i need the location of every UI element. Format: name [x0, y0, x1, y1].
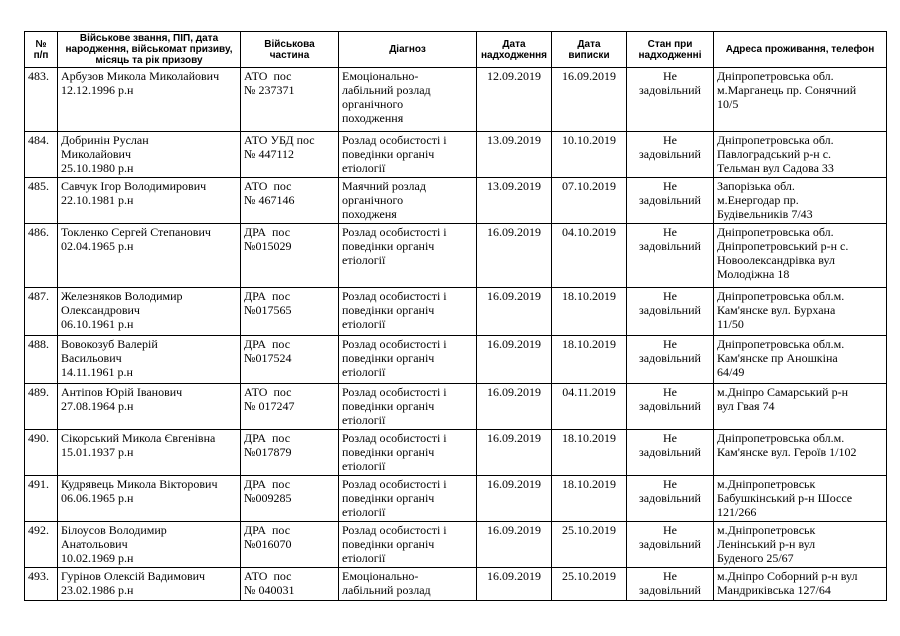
address-line: Дніпропетровський р-н с. [717, 239, 849, 253]
admission-date: 12.09.2019 [477, 68, 552, 132]
person-name-line: 14.11.1961 р.н [61, 365, 133, 379]
admission-condition-line: задовільний [639, 491, 701, 505]
admission-condition-line: задовільний [639, 303, 701, 317]
discharge-date: 04.11.2019 [552, 384, 627, 430]
military-unit-line: №017524 [244, 351, 292, 365]
admission-condition [627, 224, 714, 288]
admission-condition [627, 384, 714, 430]
address [714, 336, 887, 384]
military-unit-line: №015029 [244, 239, 292, 253]
row-number: 485. [25, 178, 58, 224]
admission-condition-line: Не [663, 69, 677, 83]
header-line: Військова [264, 38, 315, 50]
discharge-date: 10.10.2019 [552, 132, 627, 178]
address-line: Кам'янске пр Аношкіна [717, 351, 838, 365]
military-unit-line: АТО УБД пос [244, 133, 315, 147]
admission-condition-line: задовільний [639, 147, 701, 161]
table-row [25, 522, 887, 568]
admission-date: 16.09.2019 [477, 476, 552, 522]
military-unit [241, 178, 339, 224]
diagnosis-line: Розлад особистості і [342, 289, 447, 303]
address [714, 476, 887, 522]
diagnosis-line: походженя [342, 207, 397, 221]
person-name-line: Токленко Сергей Степанович [61, 225, 211, 239]
diagnosis-line: Емоціонально- [342, 69, 419, 83]
military-unit-line: ДРА пос [244, 337, 291, 351]
diagnosis [339, 476, 477, 522]
admission-condition [627, 288, 714, 336]
admission-date: 16.09.2019 [477, 384, 552, 430]
row-number: 486. [25, 224, 58, 288]
address-line: Дніпропетровська обл.м. [717, 289, 845, 303]
header-discharged [552, 32, 627, 68]
person-name-line: 22.10.1981 р.н [61, 193, 134, 207]
address-line: 10/5 [717, 97, 739, 111]
header-line: Адреса проживання, телефон [725, 44, 875, 55]
header-line: п/п [33, 49, 49, 61]
table-row [25, 224, 887, 288]
address [714, 68, 887, 132]
diagnosis-line: Розлад особистості і [342, 523, 447, 537]
person-name-line: Добринін Руслан [61, 133, 149, 147]
admission-condition [627, 568, 714, 601]
person-name-line: 10.02.1969 р.н [61, 551, 134, 565]
address-line: Кам'янске вул. Бурхана [717, 303, 836, 317]
military-unit-line: АТО пос [244, 569, 292, 583]
admission-date: 13.09.2019 [477, 132, 552, 178]
address-line: Дніпропетровська обл.м. [717, 337, 845, 351]
military-unit [241, 288, 339, 336]
diagnosis-line: етіології [342, 413, 386, 427]
diagnosis-line: Розлад особистості і [342, 477, 447, 491]
address-line: Тельман вул Садова 33 [717, 161, 834, 175]
person-name-line: Савчук Ігор Володимирович [61, 179, 207, 193]
admission-condition [627, 68, 714, 132]
diagnosis-line: етіології [342, 505, 386, 519]
address-line: 121/266 [717, 505, 757, 519]
person-name [58, 476, 241, 522]
diagnosis [339, 288, 477, 336]
person-name-line: 15.01.1937 р.н [61, 445, 134, 459]
address-line: Дніпропетровська обл. [717, 133, 834, 147]
header-number [25, 32, 58, 68]
row-number: 489. [25, 384, 58, 430]
person-name-line: Миколайович [61, 147, 132, 161]
header-line: Стан при [647, 38, 693, 50]
diagnosis [339, 336, 477, 384]
person-name [58, 384, 241, 430]
diagnosis-line: поведінки органіч [342, 147, 435, 161]
row-number: 492. [25, 522, 58, 568]
address-line: м.Дніпропетровськ [717, 477, 816, 491]
admission-condition-line: Не [663, 477, 677, 491]
row-number: 487. [25, 288, 58, 336]
diagnosis-line: етіології [342, 317, 386, 331]
table-row [25, 568, 887, 601]
diagnosis-line: етіології [342, 161, 386, 175]
address-line: Будівельників 7/43 [717, 207, 813, 221]
header-line: Дата [577, 38, 601, 50]
address-line: Мандриківська 127/64 [717, 583, 831, 597]
header-line: частина [269, 49, 310, 61]
header-line: Військове звання, ПІП, дата [79, 33, 219, 44]
table-row [25, 288, 887, 336]
header-line: народження, військомат призиву, [65, 44, 233, 55]
header-line: надходження [480, 49, 548, 61]
person-name [58, 132, 241, 178]
person-name-line: Кудрявець Микола Вікторович [61, 477, 218, 491]
person-name-line: Білоусов Володимир [61, 523, 167, 537]
admission-condition-line: задовільний [639, 193, 701, 207]
admission-condition [627, 132, 714, 178]
address [714, 288, 887, 336]
table-row [25, 178, 887, 224]
person-name-line: 23.02.1986 р.н [61, 583, 134, 597]
admission-condition-line: Не [663, 225, 677, 239]
diagnosis-line: Розлад особистості і [342, 385, 447, 399]
military-unit [241, 132, 339, 178]
military-unit [241, 384, 339, 430]
diagnosis-line: походження [342, 111, 404, 125]
address-line: Павлоградський р-н с. [717, 147, 832, 161]
diagnosis-line: поведінки органіч [342, 239, 435, 253]
address-line: Молодіжна 18 [717, 267, 790, 281]
admission-condition [627, 336, 714, 384]
admission-condition-line: задовільний [639, 583, 701, 597]
military-unit-line: ДРА пос [244, 477, 291, 491]
row-number: 483. [25, 68, 58, 132]
admission-condition-line: задовільний [639, 239, 701, 253]
person-name [58, 568, 241, 601]
admission-condition-line: Не [663, 337, 677, 351]
diagnosis [339, 384, 477, 430]
person-name-line: Арбузов Микола Миколайович [61, 69, 220, 83]
person-name [58, 68, 241, 132]
diagnosis-line: лабільний розлад [342, 83, 431, 97]
person-name-line: 02.04.1965 р.н [61, 239, 134, 253]
diagnosis [339, 522, 477, 568]
address [714, 384, 887, 430]
discharge-date: 04.10.2019 [552, 224, 627, 288]
military-unit [241, 224, 339, 288]
diagnosis-line: поведінки органіч [342, 399, 435, 413]
person-name-line: Сікорський Микола Євгенівна [61, 431, 216, 445]
military-unit-line: №017565 [244, 303, 292, 317]
discharge-date: 25.10.2019 [552, 522, 627, 568]
address-line: Буденого 25/67 [717, 551, 794, 565]
admission-condition [627, 430, 714, 476]
military-unit-line: ДРА пос [244, 225, 291, 239]
address [714, 132, 887, 178]
diagnosis-line: Розлад особистості і [342, 337, 447, 351]
person-name-line: 12.12.1996 р.н [61, 83, 134, 97]
admission-condition-line: Не [663, 431, 677, 445]
address-line: вул Гвая 74 [717, 399, 775, 413]
diagnosis-line: поведінки органіч [342, 491, 435, 505]
military-unit [241, 568, 339, 601]
table-row [25, 132, 887, 178]
military-unit [241, 522, 339, 568]
address-line: м.Дніпро Соборний р-н вул [717, 569, 858, 583]
admission-date: 16.09.2019 [477, 522, 552, 568]
diagnosis-line: Розлад особистості і [342, 133, 447, 147]
address-line: Дніпропетровська обл.м. [717, 431, 845, 445]
person-name [58, 430, 241, 476]
address-line: Новоолександрівка вул [717, 253, 835, 267]
diagnosis [339, 568, 477, 601]
patients-table [24, 31, 887, 601]
discharge-date: 16.09.2019 [552, 68, 627, 132]
address-line: 11/50 [717, 317, 744, 331]
person-name-line: Гурінов Олексій Вадимович [61, 569, 206, 583]
diagnosis-line: етіології [342, 459, 386, 473]
military-unit-line: №017879 [244, 445, 292, 459]
header-diagnosis [339, 32, 477, 68]
discharge-date: 18.10.2019 [552, 336, 627, 384]
military-unit-line: № 017247 [244, 399, 295, 413]
military-unit-line: АТО пос [244, 179, 292, 193]
address [714, 568, 887, 601]
diagnosis [339, 224, 477, 288]
diagnosis [339, 430, 477, 476]
address-line: Бабушкінський р-н Шоссе [717, 491, 853, 505]
header-line: Діагноз [389, 44, 426, 55]
address-line: Ленінський р-н вул [717, 537, 816, 551]
admission-condition [627, 476, 714, 522]
admission-condition-line: Не [663, 179, 677, 193]
person-name-line: Антіпов Юрій Іванович [61, 385, 183, 399]
header-line: місяць та рік призову [95, 55, 203, 66]
address [714, 224, 887, 288]
row-number: 490. [25, 430, 58, 476]
diagnosis [339, 68, 477, 132]
military-unit-line: ДРА пос [244, 289, 291, 303]
table-row [25, 336, 887, 384]
header-name [58, 32, 241, 68]
diagnosis-line: поведінки органіч [342, 537, 435, 551]
table-body [25, 68, 887, 601]
discharge-date: 07.10.2019 [552, 178, 627, 224]
discharge-date: 18.10.2019 [552, 476, 627, 522]
admission-condition-line: задовільний [639, 351, 701, 365]
person-name-line: Вовокозуб Валерій [61, 337, 158, 351]
diagnosis-line: Маячний розлад [342, 179, 426, 193]
person-name-line: Анатольович [61, 537, 128, 551]
row-number: 493. [25, 568, 58, 601]
military-unit-line: № 467146 [244, 193, 295, 207]
military-unit-line: №016070 [244, 537, 292, 551]
address [714, 178, 887, 224]
diagnosis-line: етіології [342, 365, 386, 379]
admission-date: 16.09.2019 [477, 224, 552, 288]
military-unit-line: ДРА пос [244, 523, 291, 537]
diagnosis-line: етіології [342, 253, 386, 267]
diagnosis-line: Емоціонально- [342, 569, 419, 583]
person-name-line: Железняков Володимир [61, 289, 183, 303]
address-line: м.Енергодар пр. [717, 193, 799, 207]
header-line: надходженні [638, 49, 702, 61]
address-line: Кам'янске вул. Героїв 1/102 [717, 445, 857, 459]
person-name [58, 288, 241, 336]
diagnosis [339, 178, 477, 224]
diagnosis-line: поведінки органіч [342, 351, 435, 365]
military-unit-line: № 447112 [244, 147, 295, 161]
diagnosis-line: Розлад особистості і [342, 225, 447, 239]
header-line: № [35, 38, 47, 50]
table-row [25, 384, 887, 430]
person-name [58, 224, 241, 288]
address [714, 522, 887, 568]
admission-date: 13.09.2019 [477, 178, 552, 224]
military-unit-line: АТО пос [244, 385, 292, 399]
address-line: Дніпропетровська обл. [717, 225, 834, 239]
person-name-line: Олександрович [61, 303, 140, 317]
diagnosis-line: органічного [342, 97, 404, 111]
military-unit [241, 476, 339, 522]
admission-condition [627, 178, 714, 224]
diagnosis-line: поведінки органіч [342, 303, 435, 317]
document-page [24, 31, 887, 601]
person-name-line: 06.06.1965 р.н [61, 491, 134, 505]
row-number: 491. [25, 476, 58, 522]
address [714, 430, 887, 476]
admission-condition-line: задовільний [639, 537, 701, 551]
table-row [25, 68, 887, 132]
admission-date: 16.09.2019 [477, 336, 552, 384]
discharge-date: 25.10.2019 [552, 568, 627, 601]
admission-condition-line: Не [663, 385, 677, 399]
header-admitted [477, 32, 552, 68]
person-name-line: 27.08.1964 р.н [61, 399, 134, 413]
person-name-line: 25.10.1980 р.н [61, 161, 134, 175]
table-row [25, 430, 887, 476]
header-unit [241, 32, 339, 68]
military-unit-line: № 237371 [244, 83, 295, 97]
header-condition [627, 32, 714, 68]
table-header [25, 32, 887, 68]
diagnosis [339, 132, 477, 178]
military-unit-line: №009285 [244, 491, 292, 505]
military-unit-line: № 040031 [244, 583, 295, 597]
diagnosis-line: лабільний розлад [342, 583, 431, 597]
address-line: м.Дніпропетровськ [717, 523, 816, 537]
discharge-date: 18.10.2019 [552, 288, 627, 336]
person-name [58, 522, 241, 568]
diagnosis-line: етіології [342, 551, 386, 565]
military-unit [241, 68, 339, 132]
address-line: Дніпропетровська обл. [717, 69, 834, 83]
military-unit-line: ДРА пос [244, 431, 291, 445]
military-unit [241, 430, 339, 476]
diagnosis-line: Розлад особистості і [342, 431, 447, 445]
admission-condition-line: Не [663, 133, 677, 147]
address-line: м.Дніпро Самарський р-н [717, 385, 849, 399]
header-address [714, 32, 887, 68]
diagnosis-line: органічного [342, 193, 404, 207]
admission-condition [627, 522, 714, 568]
person-name [58, 178, 241, 224]
admission-date: 16.09.2019 [477, 288, 552, 336]
diagnosis-line: поведінки органіч [342, 445, 435, 459]
person-name-line: 06.10.1961 р.н [61, 317, 134, 331]
discharge-date: 18.10.2019 [552, 430, 627, 476]
military-unit-line: АТО пос [244, 69, 292, 83]
address-line: 64/49 [717, 365, 745, 379]
admission-condition-line: Не [663, 289, 677, 303]
admission-date: 16.09.2019 [477, 568, 552, 601]
table-row [25, 476, 887, 522]
admission-condition-line: Не [663, 569, 677, 583]
admission-condition-line: задовільний [639, 399, 701, 413]
admission-date: 16.09.2019 [477, 430, 552, 476]
header-row [25, 32, 887, 68]
person-name-line: Васильович [61, 351, 122, 365]
person-name [58, 336, 241, 384]
address-line: м.Марганець пр. Сонячний [717, 83, 857, 97]
admission-condition-line: Не [663, 523, 677, 537]
row-number: 484. [25, 132, 58, 178]
row-number: 488. [25, 336, 58, 384]
address-line: Запорізька обл. [717, 179, 795, 193]
admission-condition-line: задовільний [639, 445, 701, 459]
admission-condition-line: задовільний [639, 83, 701, 97]
header-line: виписки [568, 49, 610, 61]
header-line: Дата [502, 38, 526, 50]
military-unit [241, 336, 339, 384]
